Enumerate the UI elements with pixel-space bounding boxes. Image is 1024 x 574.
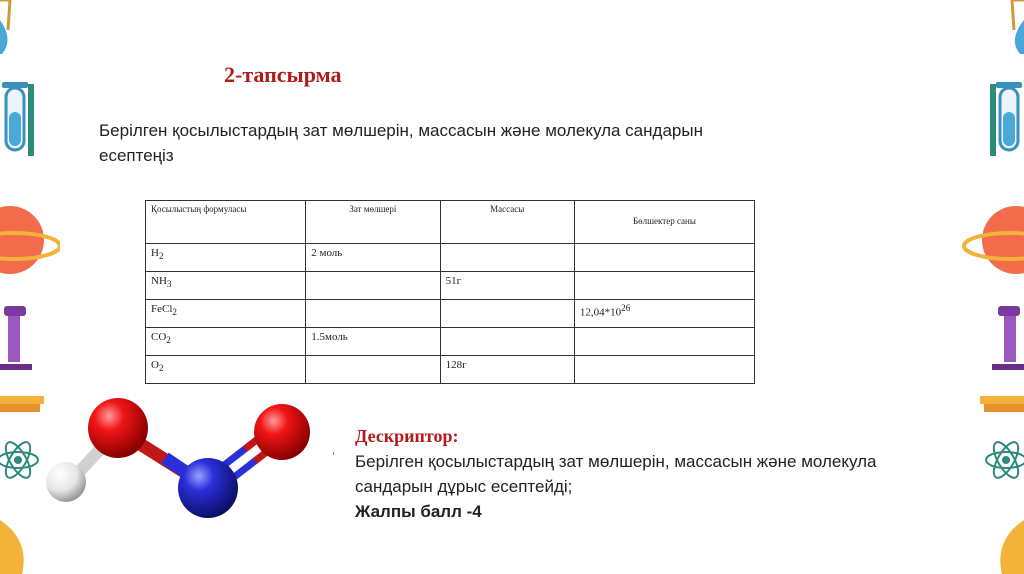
cell-mass	[440, 300, 574, 328]
oxygen-atom	[254, 404, 310, 460]
cell-formula: $CO_2$	[146, 328, 306, 356]
table-row	[146, 356, 755, 384]
oxygen-atom	[88, 398, 148, 458]
cell-formula: $H_2$	[146, 244, 306, 272]
cell-amount	[306, 356, 440, 384]
cell-particles: $12,04*10^{26}$	[574, 300, 754, 328]
cell-formula: FeCl$_2$	[146, 300, 306, 328]
cell-particles	[574, 356, 754, 384]
microscope-icon	[992, 306, 1024, 370]
table-row	[146, 300, 755, 328]
books-icon	[0, 396, 44, 412]
cell-mass: 51г	[440, 272, 574, 300]
descriptor-title: Дескриптор:	[355, 426, 459, 446]
cell-formula: $NH_3$	[146, 272, 306, 300]
header-formula: Қосылыстың формуласы	[146, 201, 306, 244]
flask-icon	[1012, 0, 1024, 54]
descriptor-text: Берілген қосылыстардың зат мөлшерін, массасын және молекула сандарын дұрыс есептейді;	[355, 452, 877, 496]
hydrogen-atom	[46, 462, 86, 502]
test-tube-icon	[2, 82, 34, 156]
task-title: 2-тапсырма	[224, 62, 342, 87]
cell-amount: 1.5моль	[306, 328, 440, 356]
divider	[333, 452, 334, 455]
atom-icon	[986, 439, 1024, 482]
microscope-icon	[0, 306, 32, 370]
header-particles-label: Бөлшектер саны	[632, 216, 696, 226]
instruction-text: Берілген қосылыстардың зат мөлшерін, массасын және молекула сандарын есептеңіз	[99, 121, 703, 165]
cell-amount: 2 моль	[306, 244, 440, 272]
data-table	[145, 200, 755, 384]
right-decor	[960, 0, 1024, 574]
table-header-row	[146, 201, 755, 244]
cell-mass	[440, 244, 574, 272]
planet-icon	[0, 206, 60, 274]
nitrogen-atom	[178, 458, 238, 518]
table-row	[146, 328, 755, 356]
flask-icon	[1000, 520, 1024, 574]
test-tube-icon	[990, 82, 1022, 156]
books-icon	[980, 396, 1024, 412]
cell-mass: 128г	[440, 356, 574, 384]
cell-mass	[440, 328, 574, 356]
descriptor-block	[355, 424, 915, 524]
cell-amount	[306, 272, 440, 300]
flask-icon	[0, 0, 10, 54]
molecule-illustration	[40, 390, 340, 530]
table-row	[146, 244, 755, 272]
cell-particles	[574, 244, 754, 272]
header-particles	[574, 201, 754, 244]
descriptor-score: Жалпы балл -4	[355, 502, 482, 521]
planet-icon	[964, 206, 1024, 274]
cell-particles	[574, 328, 754, 356]
table-row	[146, 272, 755, 300]
header-amount: Зат мөлшері	[306, 201, 440, 244]
header-mass: Массасы	[440, 201, 574, 244]
flask-icon	[0, 520, 24, 574]
cell-particles	[574, 272, 754, 300]
atom-icon	[0, 439, 38, 482]
cell-formula: $O_2$	[146, 356, 306, 384]
cell-amount	[306, 300, 440, 328]
